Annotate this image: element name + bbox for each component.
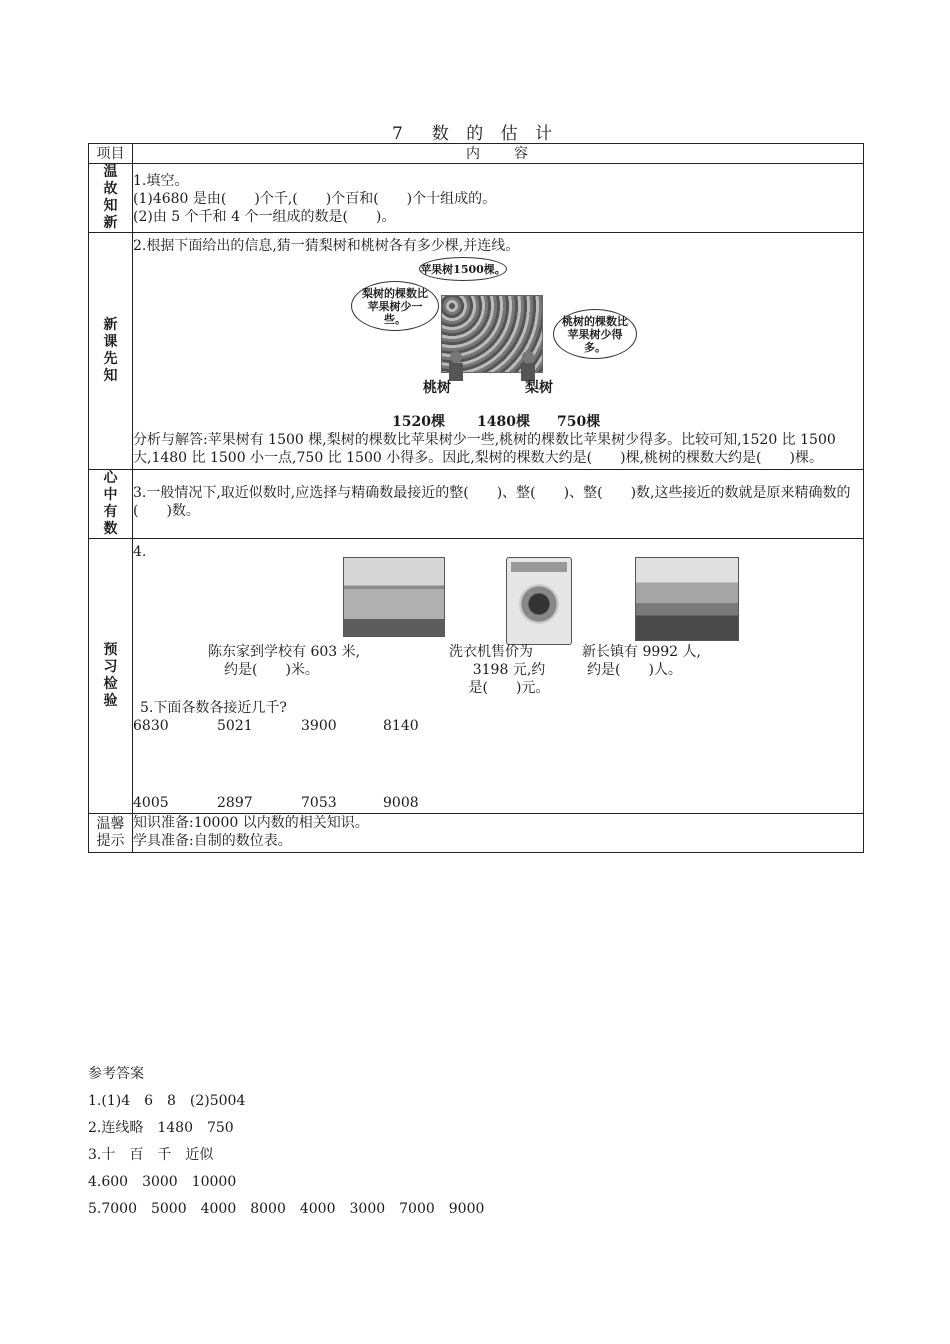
review-line: (2)由 5 个千和 4 个一组成的数是( )。 (133, 209, 396, 225)
number-cell: 9008 (383, 795, 419, 811)
answer-line: 4.600 3000 10000 (88, 1174, 237, 1190)
number-cell: 5021 (217, 718, 253, 734)
tip-line: 知识准备:10000 以内数的相关知识。 (133, 815, 369, 831)
question-3: 3.一般情况下,取近似数时,应选择与精确数最接近的整( )、整( )、整( )数,这些接近的数就是原来精确数的( )数。 (133, 485, 851, 519)
option-number: 1480棵 (477, 414, 530, 430)
tips-content (133, 814, 864, 853)
preview-content (133, 539, 864, 814)
answer-key (88, 1061, 484, 1223)
answer-line: 1.(1)4 6 8 (2)5004 (88, 1093, 246, 1109)
section-review (89, 164, 864, 233)
washing-machine-photo (506, 557, 572, 645)
number-cell: 8140 (383, 718, 419, 734)
analysis-text: 分析与解答:苹果树有 1500 棵,梨树的棵数比苹果树少一些,桃树的棵数比苹果树少得多。比较可知,1520 比 1500 大,1480 比 1500 小一点,750 比 1500 小得多。因此,梨树的棵数大约是( )棵,桃树的棵数大约是( )棵。 (133, 432, 836, 466)
answer-line: 5.7000 5000 4000 8000 4000 3000 7000 9000 (88, 1201, 485, 1217)
section-label-preview: 预 习 检 验 (89, 539, 133, 814)
section-label-mind: 心 中 有 数 (89, 470, 133, 539)
answer-heading: 参考答案 (88, 1066, 144, 1082)
question-2: 2.根据下面给出的信息,猜一猜梨树和桃树各有多少棵,并连线。 (133, 238, 520, 254)
review-line: 1.填空。 (133, 173, 189, 189)
number-cell: 3900 (301, 718, 337, 734)
worksheet-table (88, 143, 864, 853)
question-5: 5.下面各数各接近几千? (140, 700, 287, 716)
review-content (133, 164, 864, 233)
answer-line: 2.连线略 1480 750 (88, 1120, 234, 1136)
town-street-photo (635, 557, 739, 641)
section-label-review: 温 故 知 新 (89, 164, 133, 233)
question-4: 4. (133, 544, 147, 560)
kid-left-icon (449, 351, 463, 381)
answer-line: 3.十 百 千 近似 (88, 1147, 214, 1163)
header-row (89, 144, 864, 164)
caption-washer: 洗衣机售价为 3198 元,约 是( )元。 (449, 644, 550, 696)
number-cell: 4005 (133, 795, 169, 811)
header-item: 项目 (89, 144, 133, 164)
option-number: 1520棵 (392, 414, 445, 430)
caption-school: 陈东家到学校有 603 米, 约是( )米。 (208, 644, 361, 678)
section-tips (89, 814, 864, 853)
tip-line: 学具准备:自制的数位表。 (133, 833, 292, 849)
orchard-illustration (133, 255, 863, 413)
caption-pear: 梨树 (525, 380, 553, 396)
new-content (133, 233, 864, 470)
kid-right-icon (521, 351, 535, 381)
section-label-new: 新 课 先 知 (89, 233, 133, 470)
caption-peach: 桃树 (423, 380, 451, 396)
bubble-peach: 桃树的棵数比苹果树少得多。 (553, 309, 637, 359)
section-new (89, 233, 864, 470)
school-building-photo (343, 557, 445, 637)
bubble-pear: 梨树的棵数比苹果树少一些。 (351, 281, 439, 331)
caption-town: 新长镇有 9992 人, 约是( )人。 (582, 644, 701, 678)
header-content: 内 容 (133, 144, 864, 164)
review-line: (1)4680 是由( )个千,( )个百和( )个十组成的。 (133, 191, 497, 207)
option-number: 750棵 (557, 414, 601, 430)
bubble-apple: 苹果树1500棵。 (419, 257, 507, 281)
section-mind (89, 470, 864, 539)
section-preview (89, 539, 864, 814)
number-cell: 7053 (301, 795, 337, 811)
number-cell: 2897 (217, 795, 253, 811)
mind-content (133, 470, 864, 539)
number-cell: 6830 (133, 718, 169, 734)
page-title: 7 数 的 估 计 (391, 124, 559, 144)
section-label-tips: 温馨 提示 (89, 814, 133, 853)
